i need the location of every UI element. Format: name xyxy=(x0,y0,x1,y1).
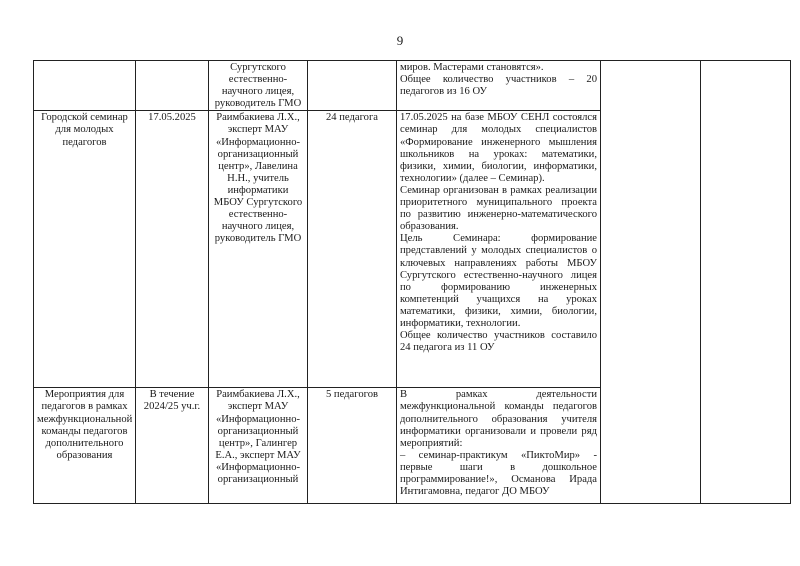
description-paragraph: В рамках деятельности межфункциональной команды педагогов дополнительного образования учителя информатики организовали и провели ряд мероприятий: xyxy=(400,389,597,449)
organizers-cell: Раимбакиева Л.Х., эксперт МАУ «Информационно-организационный центр», Галингер Е.А., эксперт МАУ «Информационно-организационный xyxy=(209,388,308,504)
description-cell xyxy=(397,61,601,111)
event-cell: Мероприятия для педагогов в рамках межфункциональной команды педагогов дополнительного образования xyxy=(34,388,136,504)
event-cell: Городской семинар для молодых педагогов xyxy=(34,111,136,388)
description-paragraph: миров. Мастерами становятся». xyxy=(400,62,544,73)
participants-cell: 24 педагога xyxy=(308,111,397,388)
description-paragraph: 17.05.2025 на базе МБОУ СЕНЛ состоялся семинар для молодых специалистов «Формирование инженерного мышления школьников на уроках: математики, физики, химии, биологии, информатики, технологии» (далее – Семинар). xyxy=(400,112,597,184)
description-paragraph: Общее количество участников – 20 педагогов из 16 ОУ xyxy=(400,74,597,98)
organizers-cell: Раимбакиева Л.Х., эксперт МАУ «Информационно-организационный центр», Лавелина Н.Н., учитель информатики МБОУ Сургутского естественно-научного лицея, руководитель ГМО xyxy=(209,111,308,388)
page-number: 9 xyxy=(396,33,404,48)
date-cell xyxy=(136,61,209,111)
description-paragraph: Общее количество участников составило 24 педагога из 11 ОУ xyxy=(400,330,597,354)
description-paragraph: – семинар-практикум «ПиктоМир» - первые шаги в дошкольное программирование!», Османова Ирада Интигамовна, педагог ДО МБОУ xyxy=(400,449,597,498)
date-cell: 17.05.2025 xyxy=(136,111,209,388)
description-paragraph: Цель Семинара: формирование представлений у молодых специалистов о ключевых направлениях работы МБОУ Сургутского естественно-научного лицея по формированию инженерных компетенций учащихся на уроках математики, физики, химии, биологии, информатики, технологии. xyxy=(400,233,597,329)
date-cell: В течение 2024/25 уч.г. xyxy=(136,388,209,504)
empty-cell xyxy=(601,61,701,504)
organizers-cell: Сургутского естественно-научного лицея, руководитель ГМО xyxy=(209,61,308,111)
event-cell xyxy=(34,61,136,111)
empty-cell xyxy=(701,61,791,504)
participants-cell: 5 педагогов xyxy=(308,388,397,504)
participants-cell xyxy=(308,61,397,111)
table-row xyxy=(34,61,791,111)
report-table xyxy=(33,60,791,504)
description-cell xyxy=(397,111,601,388)
description-cell xyxy=(397,388,601,504)
description-paragraph: Семинар организован в рамках реализации приоритетного муниципального проекта по развитию инженерно-математического образования. xyxy=(400,184,597,233)
